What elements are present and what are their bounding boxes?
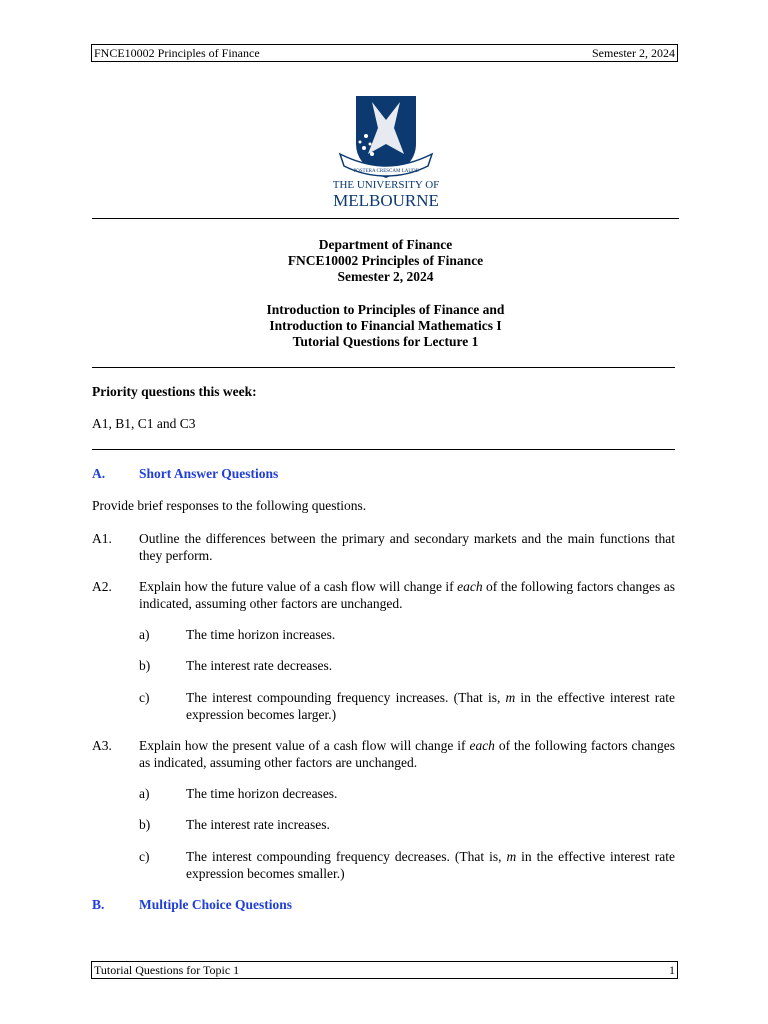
question-text: Explain how the future value of a cash flow will change if each of the following factors changes as indicated, assuming other factors are unchanged. xyxy=(139,579,675,611)
divider xyxy=(92,218,679,219)
emphasis: m xyxy=(505,690,516,705)
subpart-label: a) xyxy=(139,786,150,801)
section-b-letter: B. xyxy=(92,897,105,912)
subpart-label: b) xyxy=(139,658,151,673)
page-footer xyxy=(91,961,678,979)
subpart-label: c) xyxy=(139,690,150,705)
section-a-letter: A. xyxy=(92,466,106,481)
logo-line2: MELBOURNE xyxy=(333,191,439,210)
header-semester: Semester 2, 2024 xyxy=(592,46,675,60)
question-text: Explain how the present value of a cash flow will change if each of the following factors changes as indicated, assuming other factors are unchanged. xyxy=(139,738,675,770)
title-line1: Introduction to Principles of Finance and xyxy=(266,302,505,317)
star-icon xyxy=(362,146,366,150)
page-header xyxy=(91,44,678,62)
title-line2: Introduction to Financial Mathematics I xyxy=(269,318,502,333)
divider xyxy=(92,449,675,450)
subpart-text: The interest compounding frequency increases. (That is, m in the effective interest rate expression becomes larger.) xyxy=(186,690,675,722)
subpart-label: b) xyxy=(139,817,151,832)
subpart-text: The interest rate increases. xyxy=(186,817,330,832)
question-number: A1. xyxy=(92,531,112,546)
subpart-text: The time horizon increases. xyxy=(186,627,336,642)
header-course: FNCE10002 Principles of Finance xyxy=(94,46,260,60)
title-dept: Department of Finance xyxy=(318,237,453,252)
divider xyxy=(92,367,675,368)
section-b-title: Multiple Choice Questions xyxy=(139,897,293,912)
footer-title: Tutorial Questions for Topic 1 xyxy=(94,963,240,977)
emphasis: each xyxy=(469,738,495,753)
priority-list: A1, B1, C1 and C3 xyxy=(92,416,196,431)
university-logo xyxy=(324,92,448,212)
emphasis: m xyxy=(506,849,517,864)
subpart-label: c) xyxy=(139,849,150,864)
star-icon xyxy=(359,141,362,144)
subpart-text: The time horizon decreases. xyxy=(186,786,338,801)
question-number: A2. xyxy=(92,579,112,594)
title-course: FNCE10002 Principles of Finance xyxy=(287,253,484,268)
section-a-intro: Provide brief responses to the following questions. xyxy=(92,498,367,513)
subpart-text: The interest compounding frequency decreases. (That is, m in the effective interest rate expression becomes smaller.) xyxy=(186,849,675,881)
logo-line1: THE UNIVERSITY OF xyxy=(332,179,440,191)
section-a-title: Short Answer Questions xyxy=(139,466,279,481)
subpart-label: a) xyxy=(139,627,150,642)
priority-heading: Priority questions this week: xyxy=(92,384,257,399)
title-semester: Semester 2, 2024 xyxy=(337,269,434,284)
title-line3: Tutorial Questions for Lecture 1 xyxy=(292,334,479,349)
star-icon xyxy=(369,143,372,146)
logo-motto: POSTERA CRESCAM LAUDE xyxy=(353,169,419,174)
subpart-text: The interest rate decreases. xyxy=(186,658,333,673)
emphasis: each xyxy=(457,579,483,594)
page-number: 1 xyxy=(669,963,675,977)
question-text: Outline the differences between the primary and secondary markets and the main functions that they perform. xyxy=(139,531,675,563)
star-icon xyxy=(370,152,374,156)
question-number: A3. xyxy=(92,738,112,753)
star-icon xyxy=(364,134,368,138)
